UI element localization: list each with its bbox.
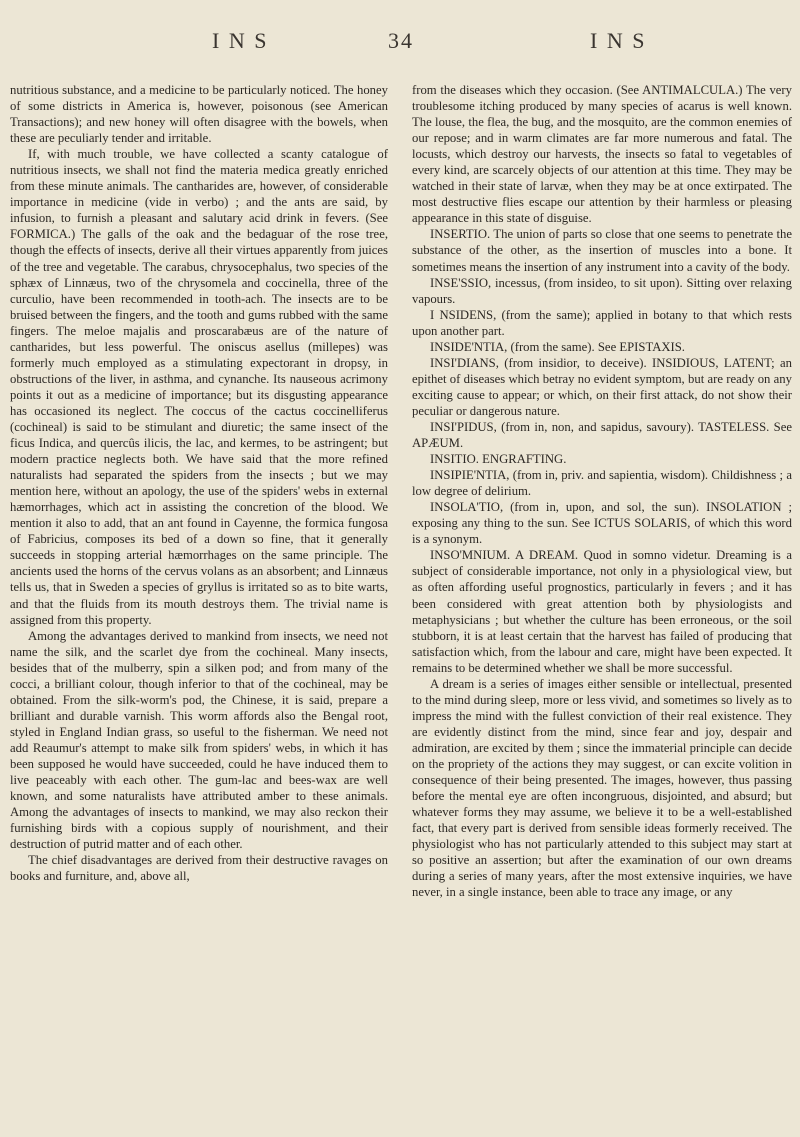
right-column <box>412 82 792 1132</box>
page-number: 34 <box>388 28 414 53</box>
paragraph: INSO'MNIUM. A DREAM. Quod in somno videtur. Dreaming is a subject of considerable importance, not only in a physiological view, but as often affording useful prognostics, particularly in fevers ; and it has been considered with great attention both by physiologists and metaphysicians ; but whether the culture has been erroneous, or the soil stubborn, it is at least certain that the harvest has failed of producing that satisfaction which, from the labour and care, might have been expected. It remains to be determined whether we shall be more successful. <box>412 548 792 675</box>
paragraph: INSIPIE'NTIA, (from in, priv. and sapientia, wisdom). Childishness ; a low degree of delirium. <box>412 468 792 499</box>
paragraph: INSI'DIANS, (from insidior, to deceive). INSIDIOUS, LATENT; an epithet of diseases which betray no evident symptom, but are ready on any exciting cause to appear; or which, on their first attack, do not show their peculiar or dangerous nature. <box>412 355 792 418</box>
left-column <box>10 82 388 1132</box>
paragraph: A dream is a series of images either sensible or intellectual, presented to the mind during sleep, more or less vivid, and sometimes so lively as to impress the mind with the fullest conviction of their real existence. They are evidently distinct from the mind, since fear and joy, despair and admiration, are excited by them ; since the immaterial principle can decide on the propriety of the actions they may suggest, or can excite volition in consequence of their being presented. The images, however, thus passing before the mental eye are often incongruous, disjointed, and absurd; but whatever forms they may assume, we believe it to be a well-established fact, that every part is derived from sensible ideas formerly received. The physiologist who has not particularly attended to this subject may start at so positive an assertion; but after the examination of our own dreams during a series of many years, after the most extensive inquiries, we have never, in a single instance, been able to trace any image, or any <box>412 676 792 900</box>
paragraph: The chief disadvantages are derived from their destructive ravages on books and furniture, and, above all, <box>10 853 388 884</box>
paragraph: INSERTIO. The union of parts so close that one seems to penetrate the substance of the other, as the insertion of muscles into a bone. It sometimes means the insertion of any instrument into a cavity of the body. <box>412 227 792 274</box>
paragraph: nutritious substance, and a medicine to be particularly noticed. The honey of some districts in America is, however, poisonous (see American Transactions); and new honey will often disagree with the bowels, when these are peculiarly tender and irritable. <box>10 83 388 146</box>
paragraph: Among the advantages derived to mankind from insects, we need not name the silk, and the scarlet dye from the cochineal. Many insects, besides that of the mulberry, spin a silken pod; and from many of the cocci, a brilliant colour, though inferior to that of the cochineal, may be obtained. From the silk-worm's pod, the Chinese, it is said, prepare a brilliant and durable varnish. This worm affords also the Bengal root, styled in England Indian grass, so useful to the fisherman. We need not add Reaumur's attempt to make silk from spiders' webs, in which it has been supposed he would have succeeded, could he have induced them to live peaceably with each other. The gum-lac and bees-wax are well known, and some naturalists have attributed amber to these animals. Among the advantages of insects to mankind, we may also reckon their furnishing birds with a copious supply of nourishment, and their destruction of putrid matter and of each other. <box>10 628 388 852</box>
paragraph: from the diseases which they occasion. (See ANTIMALCULA.) The very troublesome itching produced by many species of acarus is well known. The louse, the flea, the bug, and the mosquito, are the common enemies of our repose; and in warm climates are far more numerous and fatal. The locusts, which destroy our harvests, the insects so fatal to vegetables of every kind, are scarcely objects of our attention at this time. They may be watched in their state of larvæ, when they may be at once extirpated. The most destructive flies escape our attention by their harmless or pleasing appearance in this state of disguise. <box>412 83 792 226</box>
running-header <box>0 28 800 64</box>
paragraph: If, with much trouble, we have collected a scanty catalogue of nutritious insects, we shall not find the materia medica greatly enriched from these minute animals. The cantharides are, however, of considerable importance in medicine (vide in verbo) ; and the ants are said, by infusion, to furnish a pleasant and salutary acid drink in fevers. (See FORMICA.) The galls of the oak and the bedaguar of the rose tree, though the effects of insects, derive all their virtues apparently from juices of the tree and vegetable. The carabus, chrysocephalus, two species of the sphæx of Linnæus, two of the chrysomela and coccinella, three of the curculio, have been recommended in tooth-ach. The insects are to be bruised between the fingers, and the tooth and gums rubbed with the same fingers. The meloe majalis and proscarabæus are of the nature of cantharides, but less powerful. The oniscus asellus (millepes) was formerly much employed as a stimulating expectorant in dropsy, in obstructions of the liver, in asthma, and cynanche. Its nauseous acrimony points it out as a medicine of importance; but its disgusting appearance has occasioned its neglect. The coccus of the cactus coccinelliferus (cochineal) is said to be stimulant and diuretic; the same insect of the ficus Indica, and quercûs ilicis, the lac, and kermes, to be astringent; but modern practice neglects both. We have said that the more refined naturalists had separated the spiders from the insects ; but we may mention here, without an apology, the use of the spiders' webs in external hæmorrhages, which act in assisting the concretion of the blood. We mention it also to add, that an ant found in Cayenne, the formica fungosa of Fabricius, composes its bed of a down so fine, that it generally succeeds in stopping arterial hæmorrhages on the same principle. The ancients used the horns of the cervus volans as an absorbent; and Linnæus tells us, that in Sweden a species of gryllus is irritated so as to bite warts, and that the fluids from its mouth destroys them. The trivial name is assigned from this property. <box>10 147 388 627</box>
paragraph: INSOLA'TIO, (from in, upon, and sol, the sun). INSOLATION ; exposing any thing to the sun. See ICTUS SOLARIS, of which this word is a synonym. <box>412 500 792 547</box>
paragraph: INSE'SSIO, incessus, (from insideo, to sit upon). Sitting over relaxing vapours. <box>412 275 792 306</box>
paragraph: INSI'PIDUS, (from in, non, and sapidus, savoury). TASTELESS. See APÆUM. <box>412 419 792 451</box>
header-right: I N S <box>590 28 647 53</box>
paragraph: I NSIDENS, (from the same); applied in botany to that which rests upon another part. <box>412 307 792 338</box>
header-left: I N S <box>212 28 269 53</box>
paragraph: INSITIO. ENGRAFTING. <box>430 452 567 467</box>
paragraph: INSIDE'NTIA, (from the same). See EPISTAXIS. <box>430 339 685 354</box>
